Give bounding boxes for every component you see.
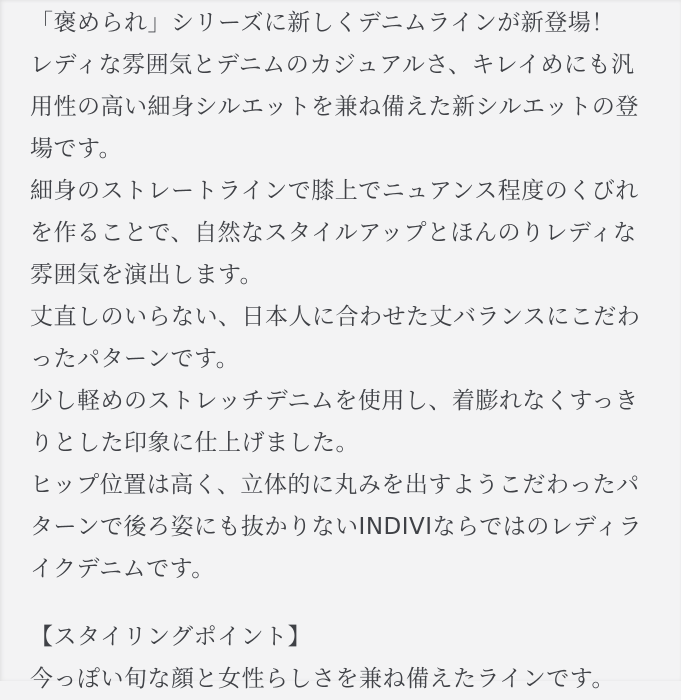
description-line: 雰囲気を演出します。 — [30, 262, 264, 288]
description-line: ったパターンです。 — [30, 346, 240, 372]
description-line: を作ることで、自然なスタイルアップとほんのりレディな — [30, 220, 637, 246]
description-line: ターンで後ろ姿にも抜かりないINDIVIならではのレディラ — [30, 514, 642, 540]
description-line: 「褒められ」シリーズに新しくデニムラインが新登場！ — [30, 10, 615, 36]
styling-points-heading: 【スタイリングポイント】 — [30, 624, 312, 650]
styling-points-line-cutoff: 今っぽい旬な顔と女性らしさを兼ね備えたラインです。 — [30, 666, 615, 692]
description-line: ヒップ位置は高く、立体的に丸みを出すようこだわったパ — [30, 472, 640, 498]
description-line: 丈直しのいらない、日本人に合わせた丈バランスにこだわ — [30, 304, 641, 330]
description-line: イクデニムです。 — [30, 556, 215, 582]
description-line: りとした印象に仕上げました。 — [30, 430, 359, 456]
description-line: 用性の高い細身シルエットを兼ね備えた新シルエットの登 — [30, 94, 639, 120]
description-line: 細身のストレートラインで膝上でニュアンス程度のくびれ — [30, 178, 639, 204]
description-line: 少し軽めのストレッチデニムを使用し、着膨れなくすっき — [30, 388, 639, 414]
description-line: レディな雰囲気とデニムのカジュアルさ、キレイめにも汎 — [30, 52, 635, 78]
description-line: 場です。 — [30, 136, 123, 162]
